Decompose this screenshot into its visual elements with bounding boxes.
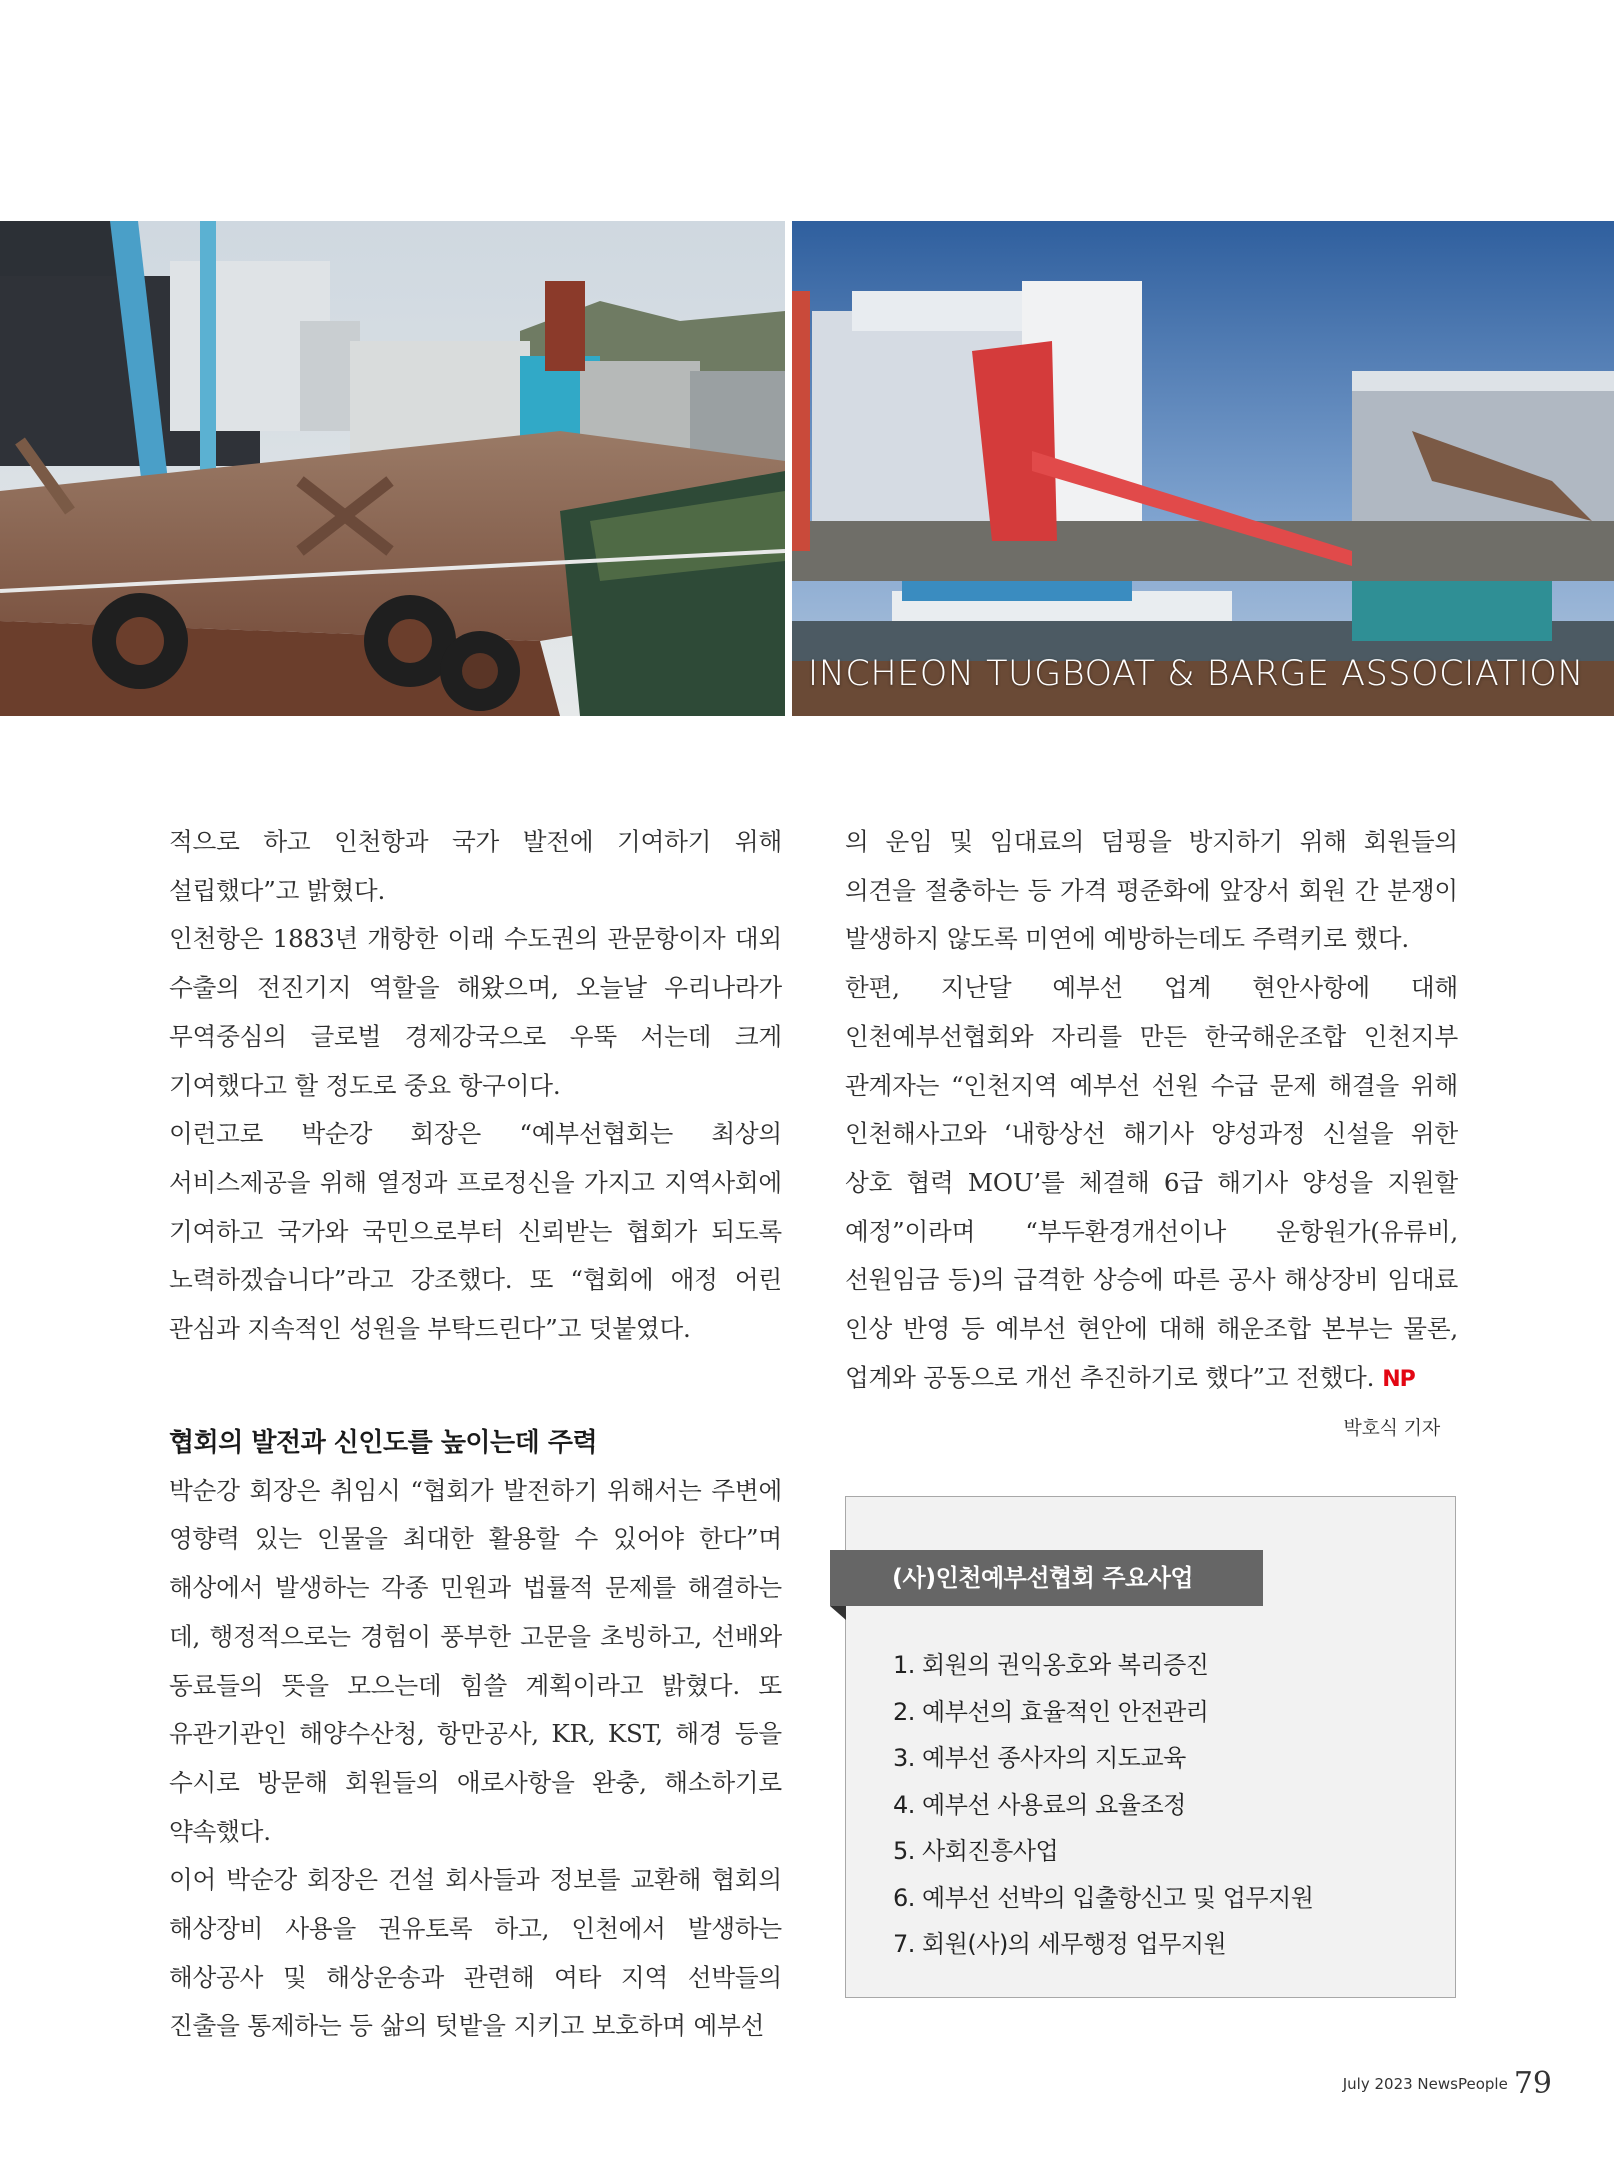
- folio-text: July 2023 NewsPeople: [1342, 2075, 1508, 2093]
- list-item: 6. 예부선 선박의 입출항신고 및 업무지원: [893, 1883, 1314, 1912]
- paragraph: 적으로 하고 인천항과 국가 발전에 기여하기 위해 설립했다”고 밝혔다.: [169, 827, 782, 905]
- end-mark-np: NP: [1382, 1366, 1415, 1392]
- info-box-list: [893, 1642, 1314, 1968]
- harbor-crane-image: [792, 221, 1614, 716]
- article-column-right: [845, 818, 1458, 1453]
- paragraph: 이어 박순강 회장은 건설 회사들과 정보를 교환해 협회의 해상장비 사용을 권유토록 하고, 인천에서 발생하는 해상공사 및 해상운송과 관련해 여타 지역 선박들의 진출을 통제하는 등 삶의 텃밭을 지키고 보호하며 예부선: [169, 1865, 782, 2041]
- paragraph: 인천항은 1883년 개항한 이래 수도권의 관문항이자 대외 수출의 전진기지 역할을 해왔으며, 오늘날 우리나라가 무역중심의 글로벌 경제강국으로 우뚝 서는데 크게 기여했다고 할 정도로 중요 항구이다.: [169, 924, 782, 1100]
- list-item: 5. 사회진흥사업: [893, 1837, 1059, 1865]
- paragraph-final-text: 한편, 지난달 예부선 업계 현안사항에 대해 인천예부선협회와 자리를 만든 한국해운조합 인천지부 관계자는 “인천지역 예부선 선원 수급 문제 해결을 위해 인천해사고와 ‘내항상선 해기사 양성과정 신설을 위한 상호 협력 MOU’를 체결해 6급 해기사 양성을 지원할 예정”이라며 “부두환경개선이나 운항원가(유류비, 선원임금 등)의 급격한 상승에 따른 공사 해상장비 임대료 인상 반영 등 예부선 현안에 대해 해운조합 본부는 물론, 업계와 공동으로 개선 추진하기로 했다”고 전했다.: [845, 973, 1458, 1392]
- page-folio: [1343, 2066, 1552, 2101]
- paragraph: 박순강 회장은 취임시 “협회가 발전하기 위해서는 주변에 영향력 있는 인물을 최대한 활용할 수 있어야 한다”며 해상에서 발생하는 각종 민원과 법률적 문제를 해결하는 데, 행정적으로는 경험이 풍부한 고문을 초빙하고, 선배와 동료들의 뜻을 모으는데 힘쓸 계획이라고 밝혔다. 또 유관기관인 해양수산청, 항만공사, KR, KST, 해경 등을 수시로 방문해 회원들의 애로사항을 완충, 해소하기로 약속했다.: [169, 1475, 782, 1846]
- list-item: 3. 예부선 종사자의 지도교육: [893, 1744, 1186, 1772]
- photo-harbor-crane: [792, 221, 1614, 716]
- section-subheading: 협회의 발전과 신인도를 높이는데 주력: [169, 1427, 598, 1458]
- paragraph: 의 운임 및 임대료의 덤핑을 방지하기 위해 회원들의 의견을 절충하는 등 가격 평준화에 앞장서 회원 간 분쟁이 발생하지 않도록 미연에 예방하는데도 주력키로 했다.: [845, 827, 1458, 954]
- list-item: 1. 회원의 권익옹호와 복리증진: [893, 1651, 1209, 1679]
- paragraph-final: [845, 964, 1458, 1440]
- info-box-tab-fold: [830, 1606, 846, 1620]
- paragraph: 이런고로 박순강 회장은 “예부선협회는 최상의 서비스제공을 위해 열정과 프로정신을 가지고 지역사회에 기여하고 국가와 국민으로부터 신뢰받는 협회가 되도록 노력하겠습니다”라고 강조했다. 또 “협회에 애정 어린 관심과 지속적인 성원을 부탁드린다”고 덧붙였다.: [169, 1119, 782, 1344]
- photo-barge-deck: [0, 221, 785, 716]
- list-item: 2. 예부선의 효율적인 안전관리: [893, 1697, 1209, 1726]
- byline: 박호식 기자: [1343, 1417, 1440, 1440]
- page-number: 79: [1513, 2066, 1552, 2101]
- list-item: 7. 회원(사)의 세무행정 업무지원: [893, 1930, 1227, 1958]
- barge-deck-image: [0, 221, 785, 716]
- info-box-title: (사)인천예부선협회 주요사업: [830, 1550, 1263, 1606]
- list-item: 4. 예부선 사용료의 요율조정: [893, 1790, 1186, 1819]
- photo-caption: INCHEON TUGBOAT & BARGE ASSOCIATION: [807, 654, 1584, 694]
- article-column-left: [169, 818, 782, 2051]
